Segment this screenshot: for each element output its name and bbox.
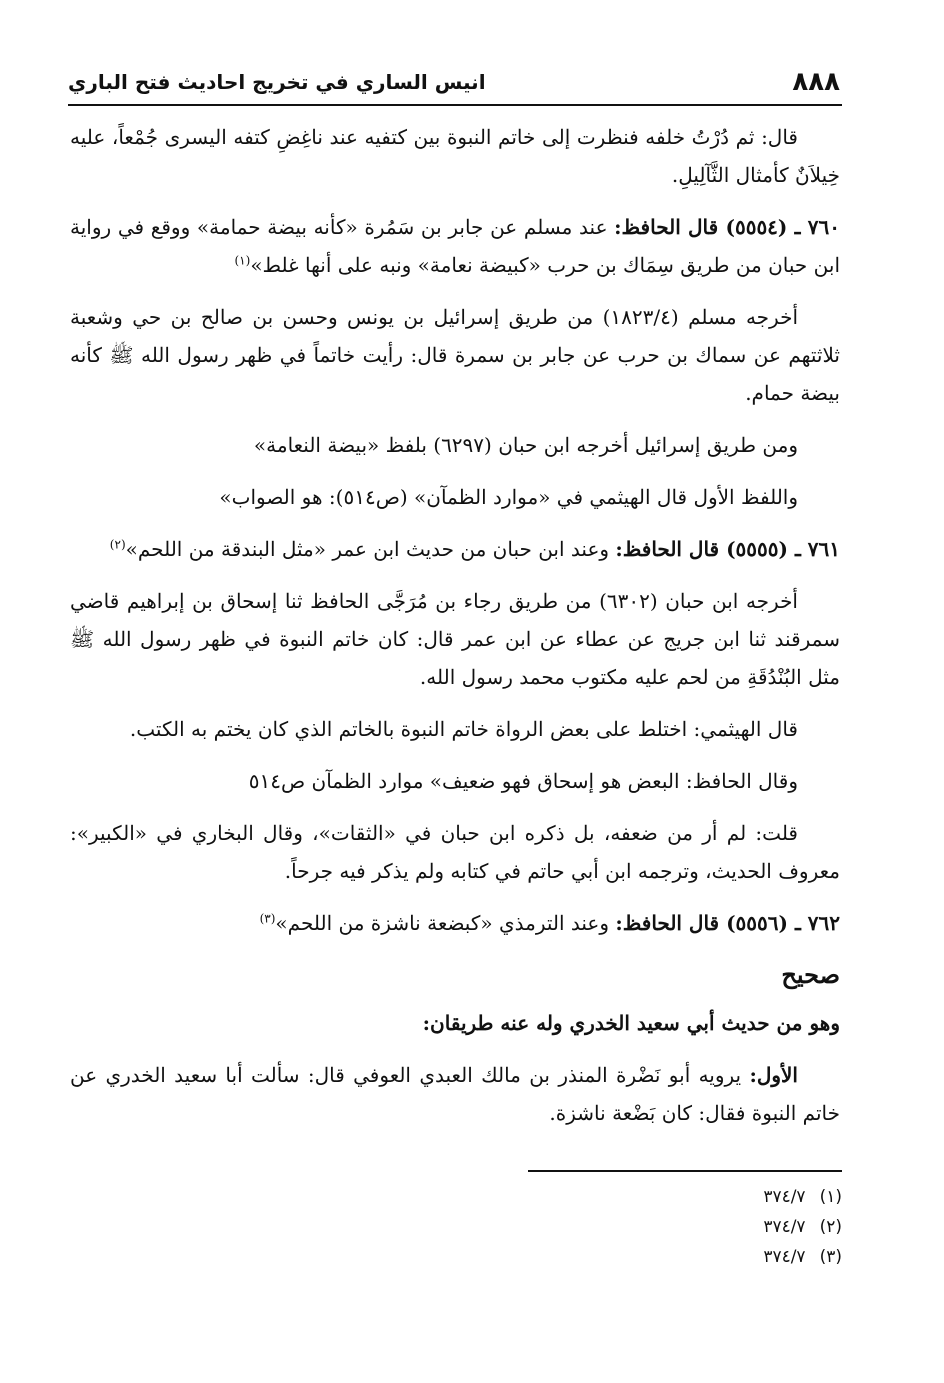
hadith-entry-760: ٧٦٠ ـ (٥٥٥٤) قال الحافظ: عند مسلم عن جابر بن سَمُرة «كأنه بيضة حمامة» ووقع في رواية ابن حبان من طريق سِمَاك بن حرب «كبيضة نعامة» ونبه على أنها غلط»$^{(١)}$ — [70, 215, 841, 277]
header-rule — [68, 104, 842, 106]
entry-number: ٧٦٢ ـ (٥٥٥٦) قال الحافظ: — [615, 911, 840, 935]
subheading: وهو من حديث أبي سعيد الخدري وله عنه طريقان: — [422, 1011, 840, 1035]
page-body — [70, 118, 840, 1146]
paragraph: قلت: لم أر من ضعفه، بل ذكره ابن حبان في «الثقات»، وقال البخاري في «الكبير»: معروف الحديث، وترجمه ابن أبي حاتم في كتابه ولم يذكر فيه جرحاً. — [70, 821, 840, 883]
footnote: (٢) ٣٧٤/٧ — [763, 1217, 842, 1237]
footnote-rule — [528, 1170, 842, 1172]
paragraph: قال الهيثمي: اختلط على بعض الرواة خاتم النبوة بالخاتم الذي كان يختم به الكتب. — [129, 717, 798, 741]
footnote-marker: (٢) — [109, 537, 126, 552]
entry-number: ٧٦١ ـ (٥٥٥٥) قال الحافظ: — [615, 537, 840, 561]
footnote-marker: (٣) — [259, 911, 276, 926]
paragraph: واللفظ الأول قال الهيثمي في «موارد الظمآن» (ص٥١٤): هو الصواب» — [219, 485, 798, 509]
page-header — [68, 64, 840, 100]
paragraph: الأول: يرويه أبو نَضْرة المنذر بن مالك العبدي العوفي قال: سألت أبا سعيد الخدري عن خاتم النبوة فقال: كان بَضْعة ناشزة. — [70, 1063, 840, 1125]
footnote: (٣) ٣٧٤/٧ — [763, 1247, 842, 1267]
entry-number: ٧٦٠ ـ (٥٥٥٤) قال الحافظ: — [614, 215, 841, 239]
page-number: ٨٨٨ — [792, 67, 840, 97]
grade-heading: صحيح — [781, 960, 840, 989]
paragraph: وقال الحافظ: البعض هو إسحاق فهو ضعيف» موارد الظمآن ص٥١٤ — [248, 769, 798, 793]
hadith-entry-761: ٧٦١ ـ (٥٥٥٥) قال الحافظ: وعند ابن حبان من حديث ابن عمر «مثل البندقة من اللحم»$^{(٢)}$ — [109, 537, 840, 561]
footnotes — [560, 1182, 842, 1272]
running-title: انيس الساري في تخريج احاديث فتح الباري — [68, 70, 486, 94]
footnote-marker: (١) — [234, 253, 251, 268]
paragraph: ومن طريق إسرائيل أخرجه ابن حبان (٦٢٩٧) بلفظ «بيضة النعامة» — [253, 433, 798, 457]
paragraph: أخرجه ابن حبان (٦٣٠٢) من طريق رجاء بن مُرَجَّى الحافظ ثنا إسحاق بن إبراهيم قاضي سمرقند ثنا ابن جريج عن عطاء عن ابن عمر قال: كان خاتم النبوة في ظهر رسول الله ﷺ مثل البُنْدُقَةِ من لحم عليه مكتوب محمد رسول الله. — [70, 589, 840, 689]
footnote: (١) ٣٧٤/٧ — [763, 1187, 842, 1207]
paragraph: قال: ثم دُرْتُ خلفه فنظرت إلى خاتم النبوة بين كتفيه عند ناغِضِ كتفه اليسرى جُمْعاً، عليه خِيلاَنٌ كأمثال الثَّآلِيلِ. — [70, 125, 840, 187]
paragraph: أخرجه مسلم (١٨٢٣/٤) من طريق إسرائيل بن يونس وحسن بن صالح بن حي وشعبة ثلاثتهم عن سماك بن حرب عن جابر بن سمرة قال: رأيت خاتماً في ظهر رسول الله ﷺ كأنه بيضة حمام. — [70, 305, 840, 405]
hadith-entry-762: ٧٦٢ ـ (٥٥٥٦) قال الحافظ: وعند الترمذي «كبضعة ناشزة من اللحم»$^{(٣)}$ — [259, 911, 840, 935]
